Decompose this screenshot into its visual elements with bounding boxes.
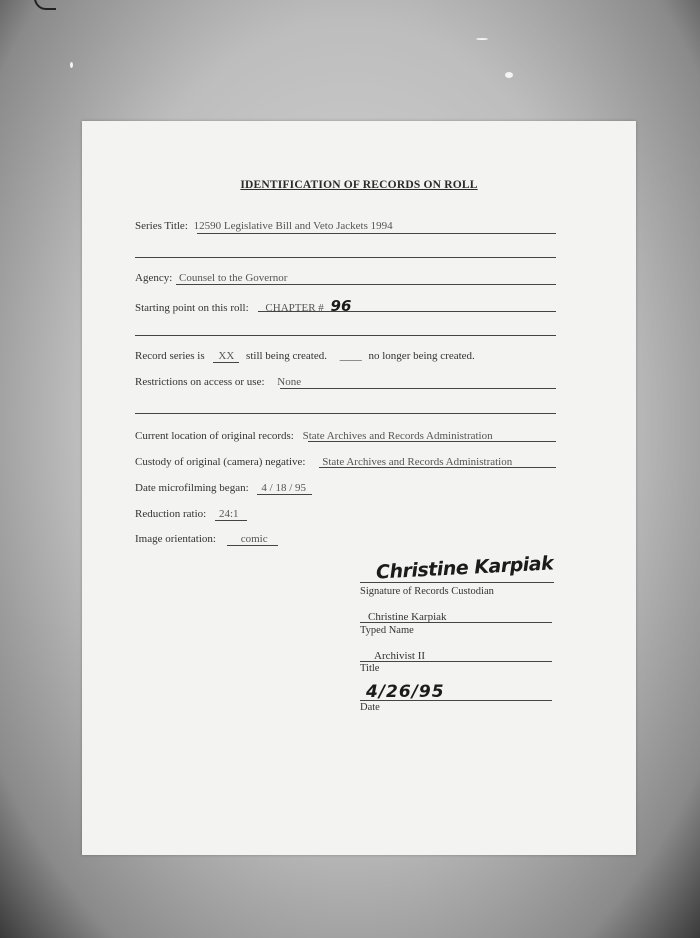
restrictions-underline bbox=[280, 388, 556, 389]
reduction-ratio-label: Reduction ratio: bbox=[135, 508, 207, 520]
custody-underline bbox=[319, 467, 556, 468]
current-location-underline bbox=[308, 441, 556, 442]
image-orientation-label: Image orientation: bbox=[135, 533, 216, 545]
date-line bbox=[360, 700, 552, 701]
date-began-label: Date microfilming began: bbox=[135, 482, 249, 494]
starting-point-continuation-line bbox=[135, 335, 556, 336]
film-corner-mark bbox=[34, 0, 56, 10]
starting-point-value: CHAPTER # bbox=[265, 302, 324, 314]
handwritten-date: 4/26/95 bbox=[366, 682, 445, 702]
still-being-created-label: still being created. bbox=[246, 350, 327, 362]
custody-value: State Archives and Records Administration bbox=[322, 456, 513, 468]
restrictions-row bbox=[135, 376, 301, 388]
starting-point-handwritten: 96 bbox=[330, 297, 352, 315]
date-label: Date bbox=[360, 702, 380, 713]
restrictions-label: Restrictions on access or use: bbox=[135, 376, 265, 388]
series-title-row bbox=[135, 220, 393, 232]
restrictions-value: None bbox=[277, 376, 302, 388]
signature-line bbox=[360, 582, 554, 583]
agency-underline bbox=[176, 284, 556, 285]
starting-point-label: Starting point on this roll: bbox=[135, 302, 249, 314]
series-title-underline bbox=[197, 233, 556, 234]
title-value: Archivist II bbox=[374, 650, 426, 662]
reduction-ratio-value: 24:1 bbox=[215, 508, 247, 521]
agency-value: Counsel to the Governor bbox=[179, 272, 288, 284]
current-location-label: Current location of original records: bbox=[135, 430, 294, 442]
starting-point-underline bbox=[258, 311, 556, 312]
film-speck bbox=[476, 38, 488, 40]
film-speck bbox=[505, 72, 513, 78]
signature-label: Signature of Records Custodian bbox=[360, 586, 494, 597]
film-speck bbox=[70, 62, 73, 68]
no-longer-being-created-label: no longer being created. bbox=[368, 350, 475, 362]
typed-name-line bbox=[360, 622, 552, 623]
typed-name-label: Typed Name bbox=[360, 625, 414, 636]
record-series-label: Record series is bbox=[135, 350, 205, 362]
still-being-created-mark: XX bbox=[213, 350, 239, 363]
agency-label: Agency: bbox=[135, 272, 173, 284]
no-longer-being-created-blank: ____ bbox=[339, 350, 362, 362]
image-orientation-value: comic bbox=[227, 533, 278, 546]
date-began-value: 4 / 18 / 95 bbox=[257, 482, 312, 495]
series-title-value: 12590 Legislative Bill and Veto Jackets 1994 bbox=[193, 220, 393, 232]
title-label: Title bbox=[360, 663, 380, 674]
series-title-label: Series Title: bbox=[135, 220, 188, 232]
series-title-continuation-line bbox=[135, 257, 556, 258]
records-identification-form bbox=[82, 121, 636, 855]
restrictions-continuation-line bbox=[135, 413, 556, 414]
agency-row bbox=[135, 272, 287, 284]
typed-name-value: Christine Karpiak bbox=[368, 611, 447, 623]
image-orientation-row bbox=[135, 533, 278, 545]
record-series-row bbox=[135, 350, 475, 362]
starting-point-row bbox=[135, 297, 351, 315]
date-began-row bbox=[135, 482, 312, 494]
custody-label: Custody of original (camera) negative: bbox=[135, 456, 306, 468]
current-location-value: State Archives and Records Administration bbox=[302, 430, 493, 442]
title-line bbox=[360, 661, 552, 662]
reduction-ratio-row bbox=[135, 508, 247, 520]
form-heading: IDENTIFICATION OF RECORDS ON ROLL bbox=[240, 179, 478, 191]
handwritten-signature: Christine Karpiak bbox=[375, 552, 554, 584]
